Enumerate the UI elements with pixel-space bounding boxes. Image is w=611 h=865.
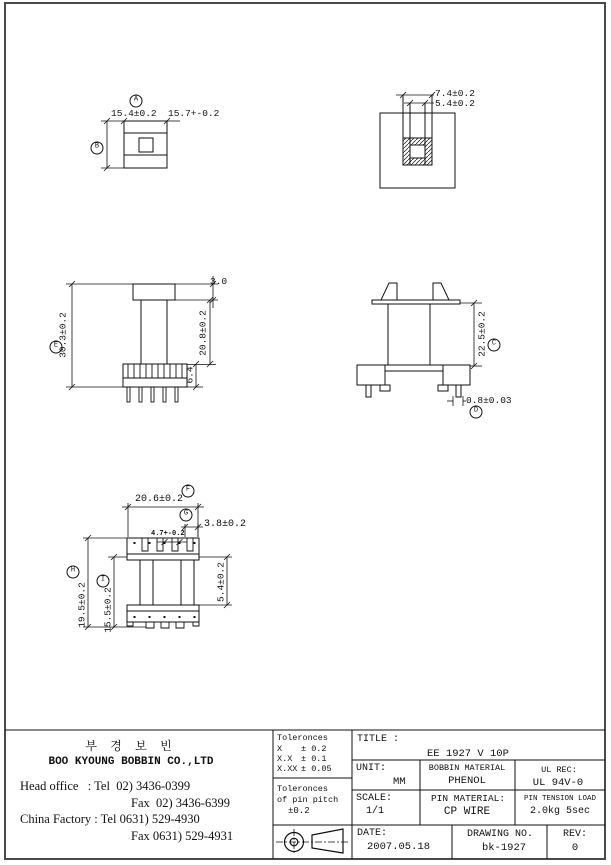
view-front: [101, 118, 180, 171]
page-border: [5, 3, 605, 859]
ul-rec-value: UL 94V-0: [532, 777, 584, 789]
company-head-office-fax: Fax 02) 3436-6399: [131, 796, 230, 810]
dim-bottom-edge: 3.8±0.2: [204, 519, 247, 530]
pin-material-value: CP WIRE: [443, 806, 491, 818]
pitch-tolerance-value: ±0.2: [288, 806, 310, 816]
dim-front-width: 15.4±0.2: [111, 108, 157, 119]
scale-value: 1/1: [366, 806, 385, 817]
pin-tension-load-label: PIN TENSION LOAD: [523, 795, 597, 803]
ref-e-badge: E: [50, 341, 63, 354]
view-side-right: [357, 283, 482, 406]
tolerance-val-xxx: ± 0.05: [301, 764, 332, 774]
dim-side-body: 20.8±0.2: [197, 310, 209, 356]
company-name: BOO KYOUNG BOBBIN CO.,LTD: [48, 756, 214, 768]
title-value: EE 1927 V 10P: [427, 748, 509, 760]
dim-bottom-side: 5.4±0.2: [215, 562, 227, 602]
company-head-office-tel: Head office : Tel 02) 3436-0399: [20, 779, 191, 793]
ref-d-badge: D: [470, 406, 483, 419]
dim-side-base: 6.4: [184, 366, 196, 384]
tolerance-sym-x: X: [277, 744, 283, 754]
dim-side-flange: 3.0: [210, 276, 228, 287]
dim-bottom-pitch: 4.7+-0.2: [151, 530, 185, 538]
company-china-factory-fax: Fax 0631) 529-4931: [131, 829, 234, 843]
pin-tension-load-value: 2.0kg 5sec: [529, 806, 591, 817]
scale-label: SCALE:: [356, 793, 393, 804]
third-angle-projection-icon: [276, 829, 349, 855]
ul-rec-label: UL REC:: [541, 765, 577, 775]
drawing-no-label: DRAWING NO.: [466, 829, 534, 840]
ref-h-badge: H: [67, 566, 80, 579]
ref-a-badge: A: [130, 95, 143, 108]
dim-side2-pin: 0.8±0.03: [466, 395, 512, 406]
dim-side-total: 30.3±0.2: [57, 312, 69, 358]
tolerance-sym-xx: X.X: [277, 754, 293, 764]
bobbin-material-label: BOBBIN MATERIAL: [428, 763, 506, 773]
tolerances-heading: Toleronces: [277, 733, 329, 743]
pitch-tolerance-heading: Toleronces: [277, 784, 329, 794]
dim-side2-height: 22.5±0.2: [476, 311, 488, 357]
pin-material-label: PIN MATERIAL:: [430, 793, 506, 804]
company-name-korean: 부 경 보 빈: [85, 739, 177, 753]
unit-value: MM: [393, 776, 406, 788]
drawing-no-value: bk-1927: [481, 842, 527, 854]
date-label: DATE:: [357, 828, 388, 839]
company-china-factory-tel: China Factory : Tel 0631) 529-4930: [20, 812, 200, 826]
dim-bottom-len-inner: 15.5±0.2: [102, 587, 114, 633]
pitch-tolerance-line2: of pin pitch: [277, 795, 339, 805]
tolerance-val-xx: ± 0.1: [301, 754, 327, 764]
dim-bottom-len-outer: 19.5±0.2: [76, 582, 88, 628]
tolerance-sym-xxx: X.XX: [277, 764, 298, 774]
ref-i-badge: I: [97, 575, 110, 588]
ref-f-badge: F: [182, 485, 195, 498]
date-value: 2007.05.18: [367, 841, 431, 853]
tolerance-val-x: ± 0.2: [301, 744, 327, 754]
rev-label: REV:: [562, 829, 588, 840]
unit-label: UNIT:: [356, 763, 387, 774]
dim-section-outer: 7.4±0.2: [435, 88, 475, 99]
rev-value: 0: [571, 842, 579, 854]
ref-c-badge: C: [488, 339, 501, 352]
dim-bottom-width: 20.6±0.2: [135, 494, 184, 505]
dim-front-side: 15.7+-0.2: [168, 108, 220, 119]
dim-section-inner: 5.4±0.2: [435, 98, 475, 109]
ref-b-badge: B: [91, 142, 104, 155]
bobbin-material-value: PHENOL: [448, 775, 486, 787]
ref-g-badge: G: [180, 509, 193, 522]
title-label: TITLE :: [357, 734, 400, 745]
